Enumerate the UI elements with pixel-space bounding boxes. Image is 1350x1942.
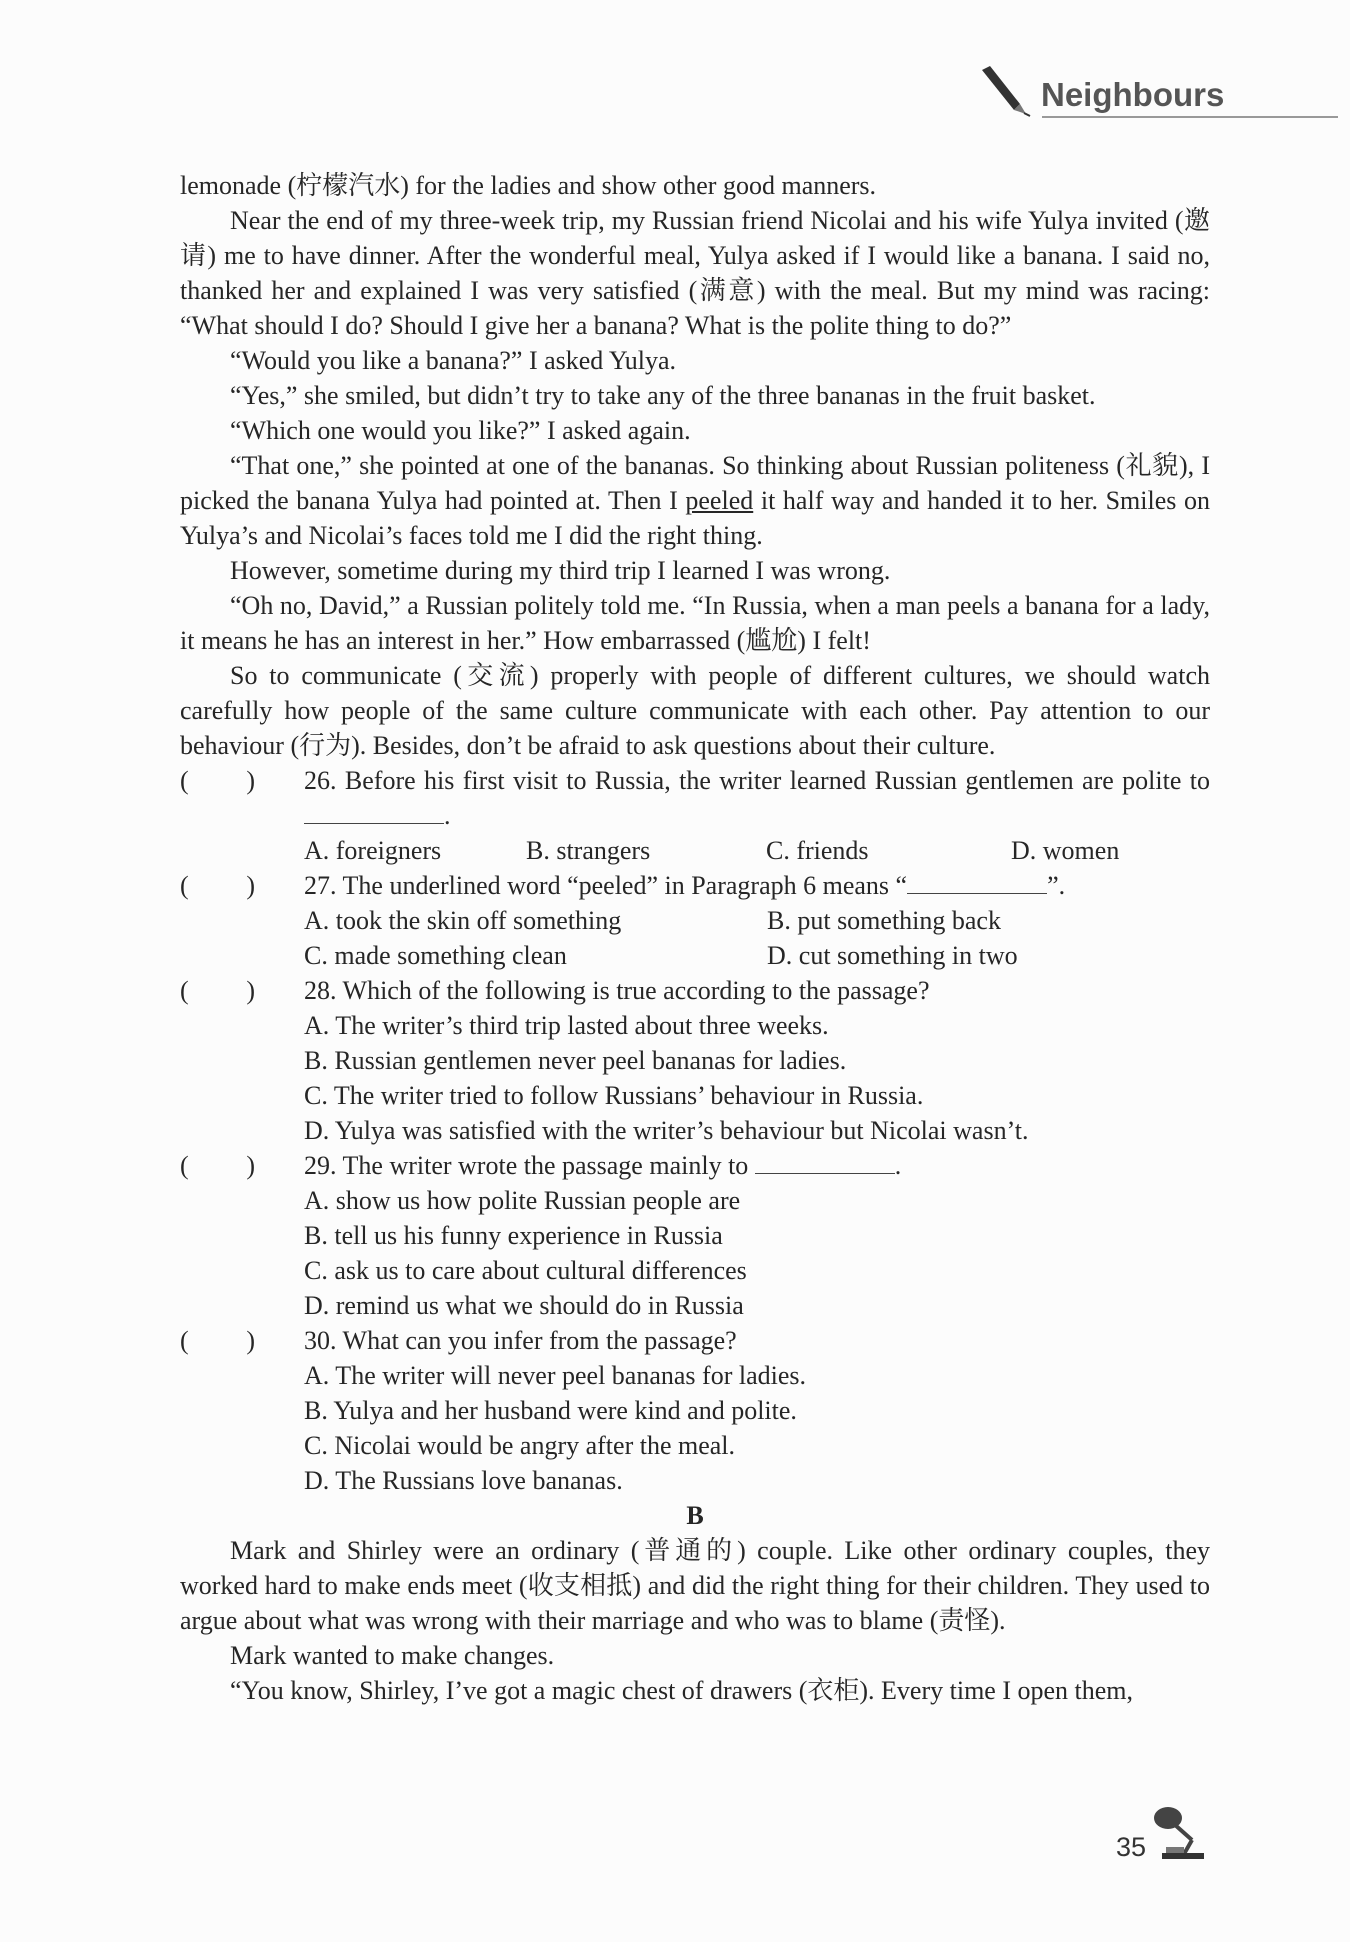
passage-paragraph: lemonade (柠檬汽水) for the ladies and show other good manners.: [180, 171, 877, 200]
option: D. women: [1011, 836, 1120, 865]
option: B. Russian gentlemen never peel bananas for ladies.: [304, 1046, 847, 1075]
bracket-close: ): [246, 871, 255, 900]
option: A. took the skin off something: [304, 906, 622, 935]
option: C. The writer tried to follow Russians’ behaviour in Russia.: [304, 1081, 924, 1110]
passage-paragraph: “You know, Shirley, I’ve got a magic chest of drawers (衣柜). Every time I open them,: [230, 1676, 1134, 1705]
answer-bracket[interactable]: [180, 973, 255, 1008]
passage-paragraph: Mark wanted to make changes.: [230, 1641, 555, 1670]
answer-bracket[interactable]: [180, 1323, 255, 1358]
option: B. put something back: [767, 906, 1001, 935]
page-content: [180, 168, 1210, 1708]
question-stem: The underlined word “peeled” in Paragraph 6 means “: [342, 871, 908, 900]
question-stem: The writer wrote the passage mainly to: [342, 1151, 749, 1180]
options-row: [180, 938, 1210, 973]
question-end: .: [894, 1151, 902, 1180]
answer-blank[interactable]: [907, 871, 1047, 894]
bracket-open: (: [180, 1326, 189, 1355]
bracket-close: ): [246, 1151, 255, 1180]
underlined-word: peeled: [685, 486, 754, 515]
header-rule: [1042, 116, 1338, 118]
question-number: 28.: [304, 976, 337, 1005]
option: D. Yulya was satisfied with the writer’s behaviour but Nicolai wasn’t.: [304, 1116, 1029, 1145]
option: B. Yulya and her husband were kind and polite.: [304, 1396, 797, 1425]
bracket-open: (: [180, 871, 189, 900]
question-stem: What can you infer from the passage?: [342, 1326, 737, 1355]
question: [180, 868, 1210, 903]
option: D. remind us what we should do in Russia: [304, 1291, 744, 1320]
bracket-open: (: [180, 1151, 189, 1180]
bracket-close: ): [246, 766, 255, 795]
passage-paragraph: Near the end of my three-week trip, my Russian friend Nicolai and his wife Yulya invited (邀请) me to have dinner. After the wonderful meal, Yulya asked if I would like a banana. I said no, thanked her and explained I was very satisfied (满意) with the meal. But my mind was racing: “What should I do? Should I give her a banana? What is the polite thing to do?”: [180, 206, 1210, 340]
question: [180, 763, 1210, 833]
passage-paragraph: “Would you like a banana?” I asked Yulya.: [230, 346, 676, 375]
page-header: [970, 62, 1340, 122]
option: A. The writer will never peel bananas for ladies.: [304, 1361, 806, 1390]
question-number: 27.: [304, 871, 337, 900]
question: [180, 1323, 1210, 1358]
bracket-open: (: [180, 766, 189, 795]
option: A. foreigners: [304, 836, 442, 865]
option: A. show us how polite Russian people are: [304, 1186, 741, 1215]
question: [180, 973, 1210, 1008]
question-end: ”.: [1047, 871, 1066, 900]
bracket-close: ): [246, 976, 255, 1005]
bracket-close: ): [246, 1326, 255, 1355]
answer-blank[interactable]: [304, 801, 444, 824]
question-stem: Which of the following is true according to the passage?: [342, 976, 930, 1005]
answer-bracket[interactable]: [180, 763, 255, 798]
passage-paragraph: “Oh no, David,” a Russian politely told me. “In Russia, when a man peels a banana for a lady, it means he has an interest in her.” How embarrassed (尴尬) I felt!: [180, 591, 1210, 655]
answer-bracket[interactable]: [180, 1148, 255, 1183]
option: C. ask us to care about cultural differences: [304, 1256, 747, 1285]
option: D. cut something in two: [767, 941, 1018, 970]
desk-lamp-icon: [1148, 1800, 1210, 1860]
bracket-open: (: [180, 976, 189, 1005]
option: B. strangers: [526, 836, 651, 865]
passage-paragraph: “Which one would you like?” I asked again.: [230, 416, 691, 445]
option: C. Nicolai would be angry after the meal.: [304, 1431, 736, 1460]
passage-paragraph: So to communicate (交流) properly with people of different cultures, we should watch carefully how people of the same culture communicate with each other. Pay attention to our behaviour (行为). Besides, don’t be afraid to ask questions about their culture.: [180, 661, 1210, 760]
passage-paragraph: Mark and Shirley were an ordinary (普通的) couple. Like other ordinary couples, they worked hard to make ends meet (收支相抵) and did the right thing for their children. They used to argue about what was wrong with their marriage and who was to blame (责怪).: [180, 1536, 1210, 1635]
answer-bracket[interactable]: [180, 868, 255, 903]
option: C. friends: [766, 836, 869, 865]
chapter-title: Neighbours: [1041, 76, 1225, 113]
pen-icon: [978, 66, 1038, 118]
text-segment: it half way and handed it to her. Smiles on Yulya’s and Nicolai’s faces told me I did the right thing.: [180, 486, 1210, 550]
options-row: [180, 903, 1210, 938]
question-stem: Before his first visit to Russia, the writer learned Russian gentlemen are polite to: [344, 766, 1211, 795]
option: D. The Russians love bananas.: [304, 1466, 623, 1495]
passage-paragraph: “Yes,” she smiled, but didn’t try to take any of the three bananas in the fruit basket.: [230, 381, 1096, 410]
question: [180, 1148, 1210, 1183]
question-end: .: [444, 801, 451, 830]
options-row: [180, 833, 1210, 868]
option: C. made something clean: [304, 941, 567, 970]
answer-blank[interactable]: [755, 1151, 895, 1174]
text-segment: “That one,” she pointed at one of the bananas. So thinking about Russian politeness (礼貌), I picked the banana Yulya had pointed at. Then I: [180, 451, 1210, 515]
section-heading: B: [686, 1501, 704, 1530]
option: A. The writer’s third trip lasted about three weeks.: [304, 1011, 829, 1040]
passage-paragraph: However, sometime during my third trip I learned I was wrong.: [230, 556, 891, 585]
page-number: 35: [1116, 1832, 1147, 1862]
question-number: 29.: [304, 1151, 337, 1180]
question-number: 30.: [304, 1326, 337, 1355]
passage-paragraph: [180, 448, 1210, 553]
question-number: 26.: [304, 766, 337, 795]
option: B. tell us his funny experience in Russia: [304, 1221, 723, 1250]
